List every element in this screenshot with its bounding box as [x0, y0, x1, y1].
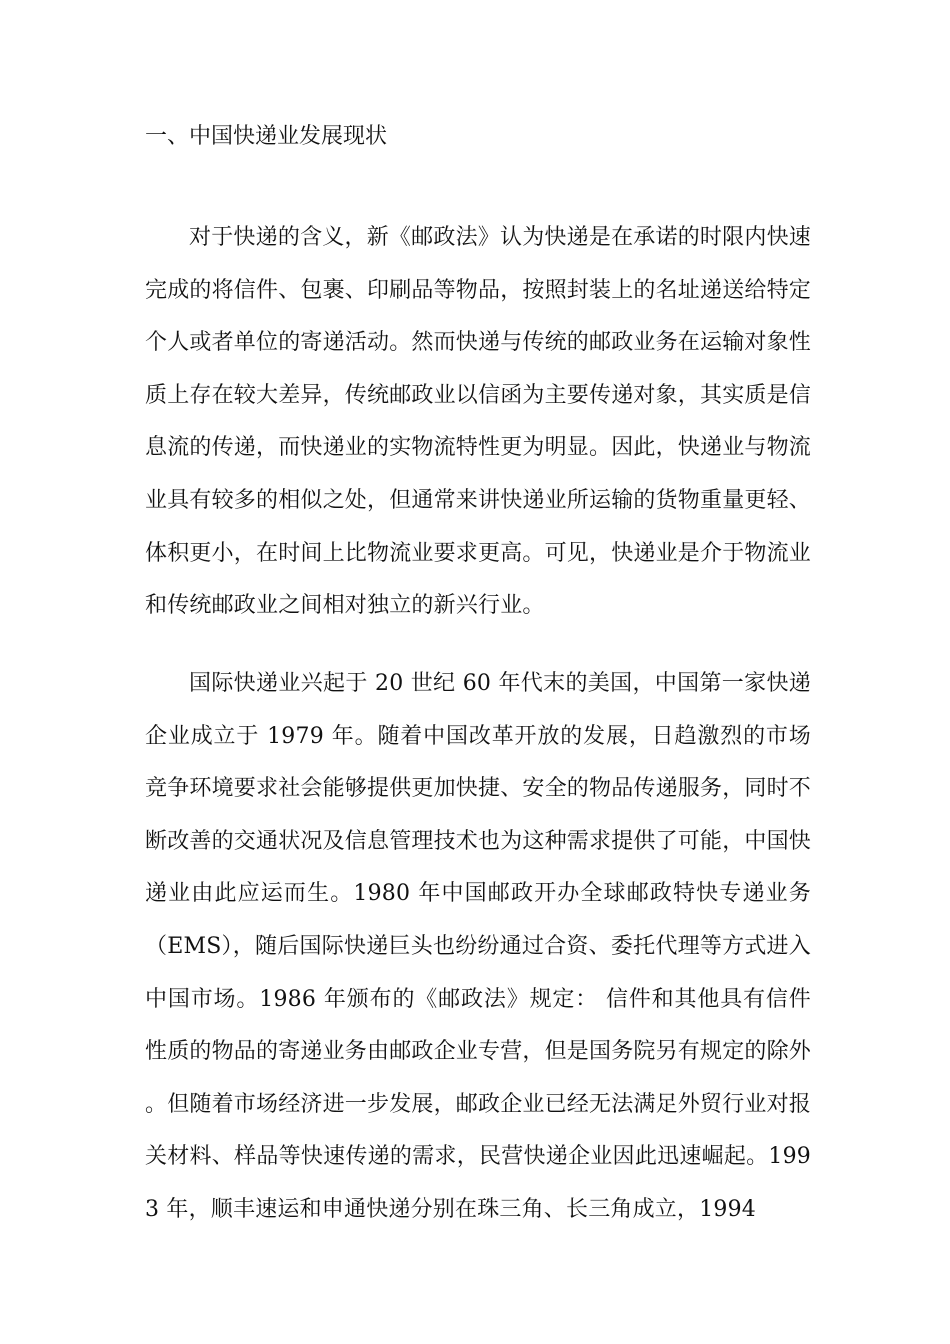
- section-heading: 一、中国快递业发展现状: [145, 124, 388, 149]
- paragraph-express-definition: 对于快递的含义，新《邮政法》认为快递是在承诺的时限内快速完成的将信件、包裹、印刷品等物品，按照封装上的名址递送给特定个人或者单位的寄递活动。然而快递与传统的邮政业务在运输对象性质上存在较大差异，传统邮政业以信函为主要传递对象，其实质是信息流的传递，而快递业的实物流特性更为明显。因此，快递业与物流业具有较多的相似之处，但通常来讲快递业所运输的货物重量更轻、体积更小，在时间上比物流业要求更高。可见，快递业是介于物流业和传统邮政业之间相对独立的新兴行业。: [145, 225, 812, 619]
- paragraph-express-history: 国际快递业兴起于 20 世纪 60 年代末的美国，中国第一家快递企业成立于 1979 年。随着中国改革开放的发展，日趋激烈的市场竞争环境要求社会能够提供更加快捷、安全的物品传递服务，同时不断改善的交通状况及信息管理技术也为这种需求提供了可能，中国快递业由此应运而生。1980 年中国邮政开办全球邮政特快专递业务（EMS），随后国际快递巨头也纷纷通过合资、委托代理等方式进入中国市场。1986 年颁布的《邮政法》规定： 信件和其他具有信件性质的物品的寄递业务由邮政企业专营，但是国务院另有规定的除外 。但随着市场经济进一步发展，邮政企业已经无法满足外贸行业对报关材料、样品等快速传递的需求，民营快递企业因此迅速崛起。1993 年，顺丰速运和申通快递分别在珠三角、长三角成立，1994: [145, 671, 812, 1222]
